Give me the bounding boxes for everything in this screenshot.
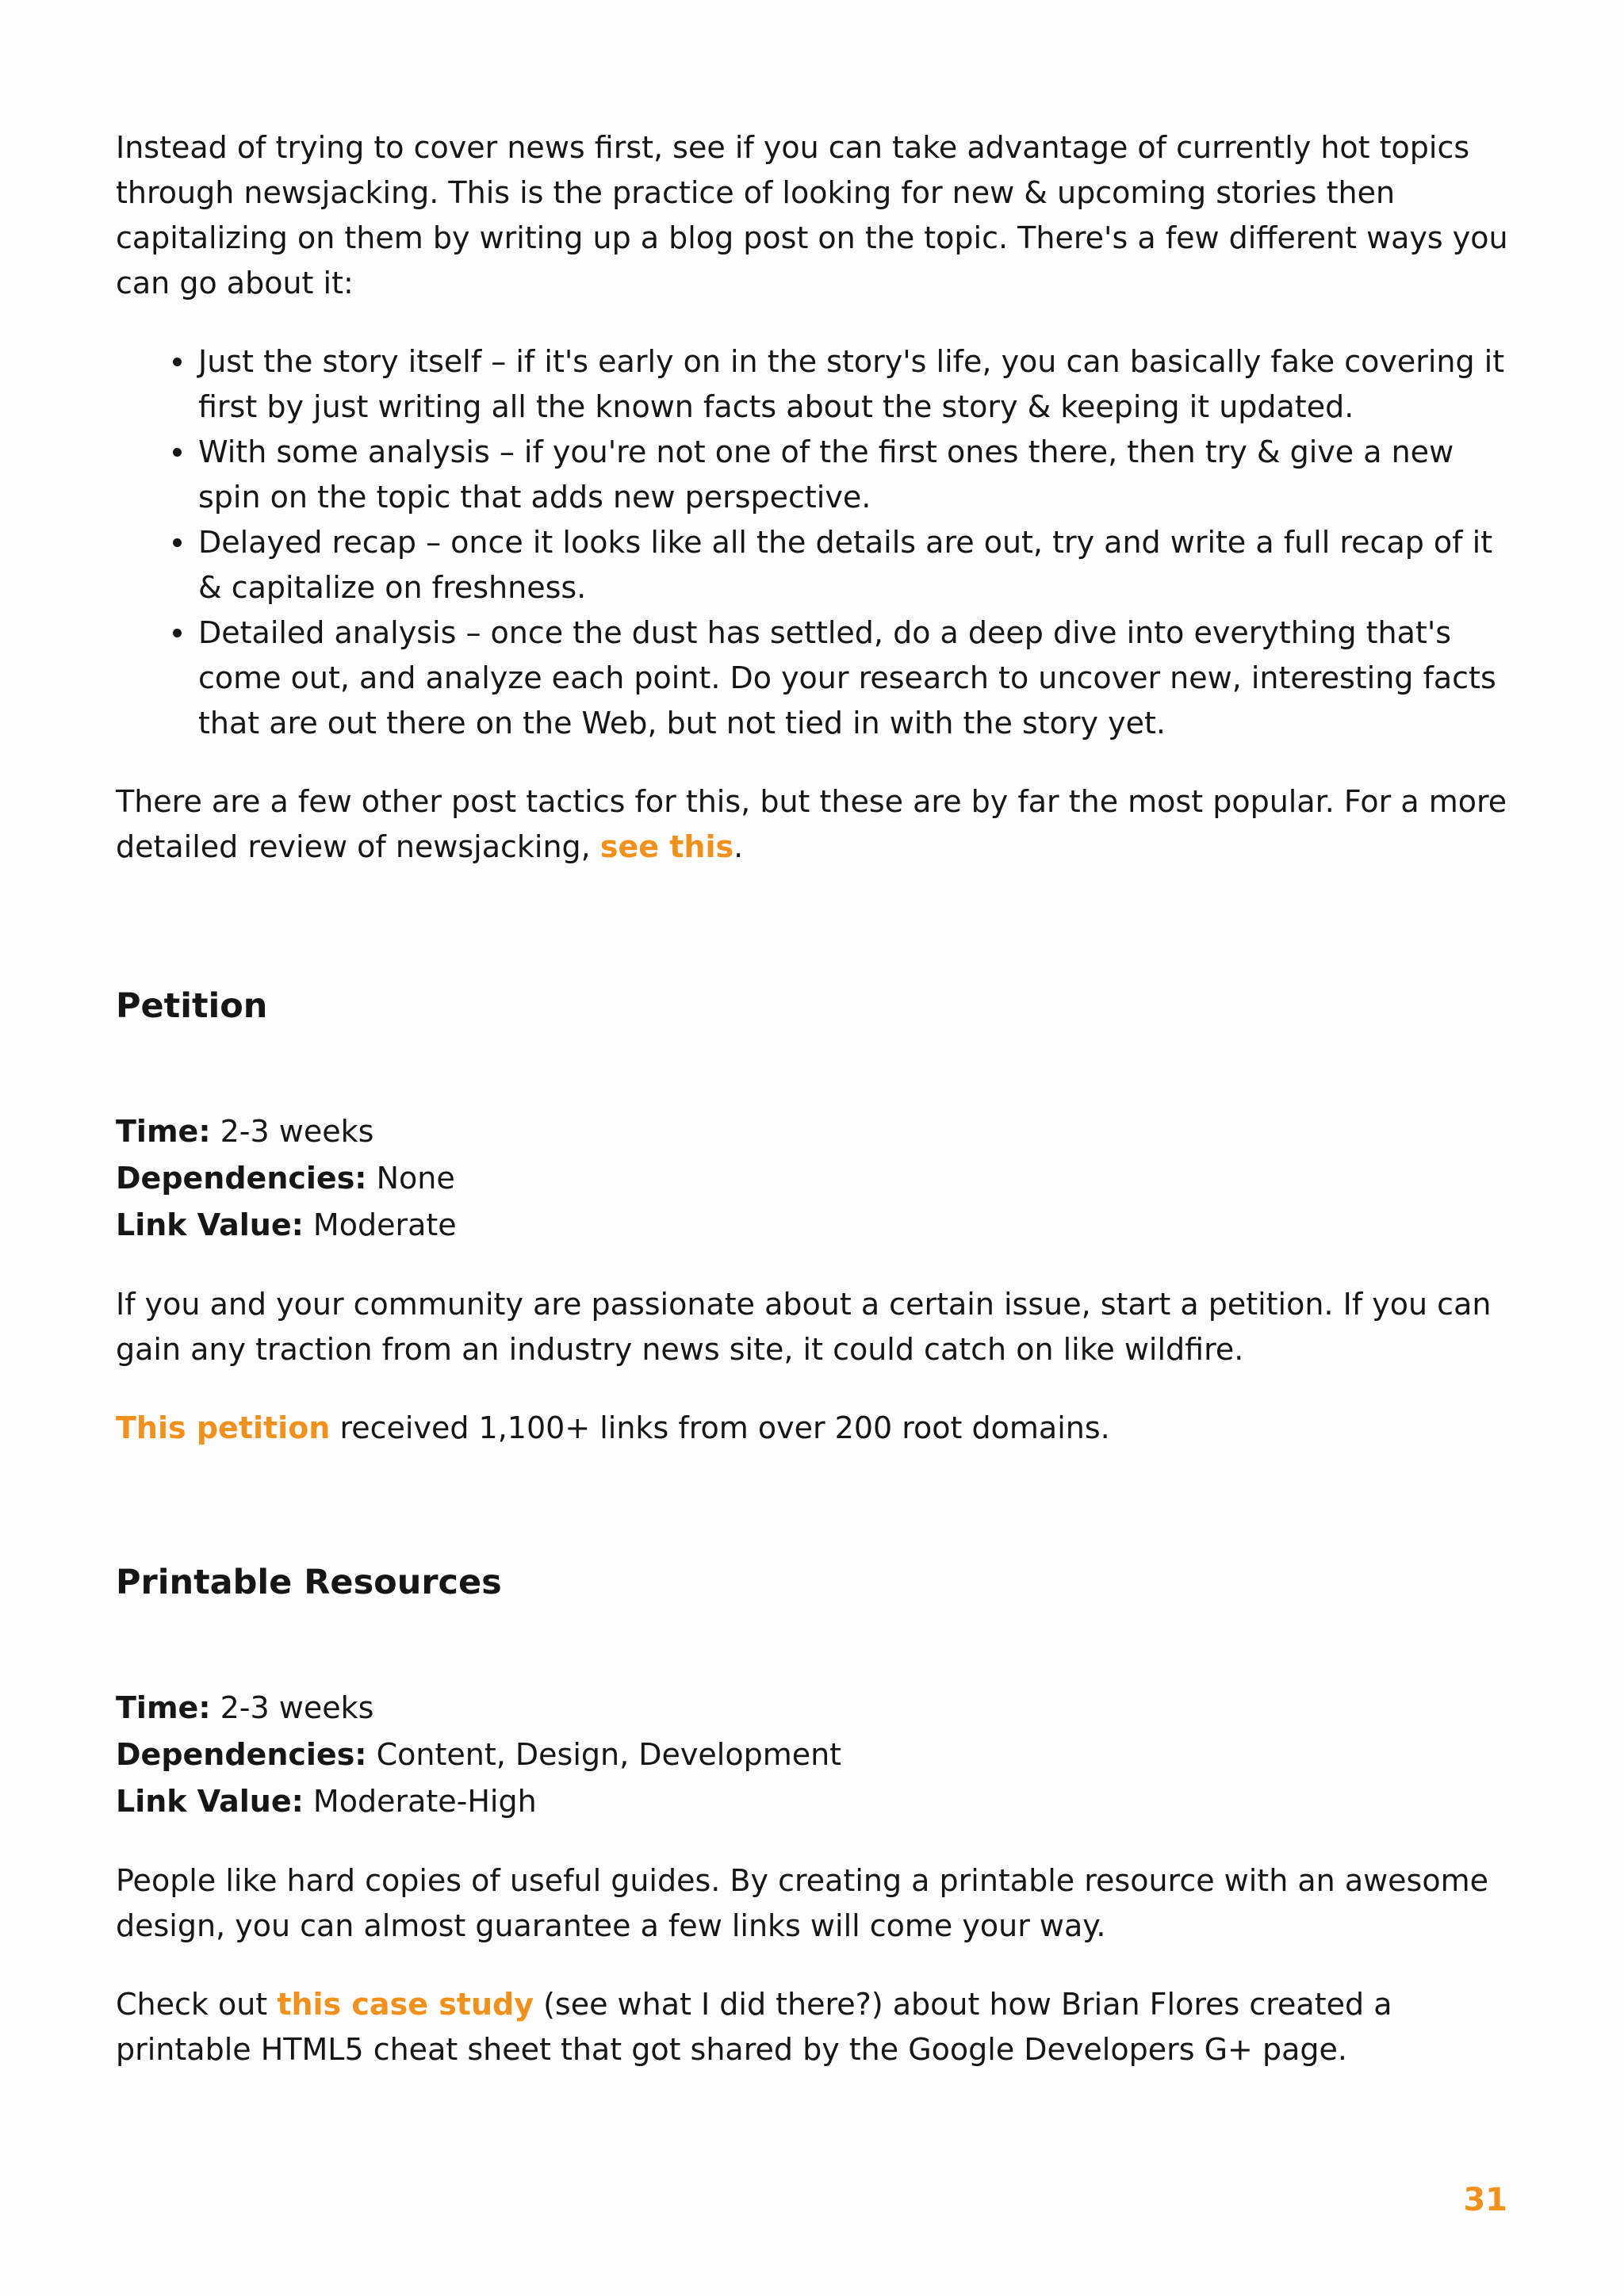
printable-meta <box>116 1685 1511 1825</box>
dependencies-value: Content, Design, Development <box>376 1737 842 1772</box>
time-value: 2-3 weeks <box>220 1114 374 1149</box>
tactics-list <box>116 339 1511 746</box>
printable-example <box>116 1982 1511 2072</box>
this-petition-link[interactable]: This petition <box>116 1410 331 1445</box>
printable-time <box>116 1685 1511 1732</box>
petition-heading: Petition <box>116 986 268 1026</box>
printable-example-text: (see what I did there?) about how Brian Flores created a printable HTML5 cheat sheet that got shared by the Google Developers G+ page. <box>116 1987 1392 2067</box>
petition-example <box>116 1406 1511 1451</box>
printable-link-value <box>116 1778 1511 1825</box>
closing-period: . <box>733 829 744 864</box>
see-this-link[interactable]: see this <box>599 829 734 864</box>
closing-paragraph <box>116 779 1511 870</box>
time-value: 2-3 weeks <box>220 1690 374 1725</box>
printable-heading: Printable Resources <box>116 1563 502 1602</box>
printable-dependencies <box>116 1732 1511 1778</box>
dependencies-label: Dependencies: <box>116 1161 367 1196</box>
page-number: 31 <box>1463 2182 1507 2218</box>
list-item: Delayed recap – once it looks like all the details are out, try and write a full recap of it & capitalize on freshness. <box>198 520 1511 610</box>
petition-example-text: received 1,100+ links from over 200 root domains. <box>339 1410 1110 1445</box>
time-label: Time: <box>116 1690 211 1725</box>
closing-text: There are a few other post tactics for this, but these are by far the most popular. For a more detailed review of newsjacking, <box>116 784 1507 864</box>
this-case-study-link[interactable]: this case study <box>277 1987 534 2022</box>
petition-paragraph: If you and your community are passionate about a certain issue, start a petition. If you can gain any traction from an industry news site, it could catch on like wildfire. <box>116 1287 1492 1367</box>
intro-paragraph: Instead of trying to cover news first, see if you can take advantage of currently hot topics through newsjacking. This is the practice of looking for new & upcoming stories then capitalizing on them by writing up a blog post on the topic. There's a few different ways you can go about it: <box>116 130 1508 300</box>
list-item: With some analysis – if you're not one of the first ones there, then try & give a new spin on the topic that adds new perspective. <box>198 430 1511 520</box>
printable-paragraph: People like hard copies of useful guides. By creating a printable resource with an awesome design, you can almost guarantee a few links will come your way. <box>116 1863 1489 1943</box>
list-item: Detailed analysis – once the dust has settled, do a deep dive into everything that's come out, and analyze each point. Do your research to uncover new, interesting facts that are out there on the Web, but not tied in with the story yet. <box>198 610 1511 746</box>
link-value-value: Moderate-High <box>312 1784 537 1819</box>
dependencies-label: Dependencies: <box>116 1737 367 1772</box>
dependencies-value: None <box>376 1161 455 1196</box>
page-content <box>116 125 1511 2072</box>
petition-meta <box>116 1108 1511 1249</box>
link-value-label: Link Value: <box>116 1784 304 1819</box>
list-item: Just the story itself – if it's early on in the story's life, you can basically fake covering it first by just writing all the known facts about the story & keeping it updated. <box>198 339 1511 430</box>
link-value-value: Moderate <box>312 1207 457 1242</box>
petition-link-value <box>116 1202 1511 1249</box>
time-label: Time: <box>116 1114 211 1149</box>
petition-time <box>116 1108 1511 1155</box>
link-value-label: Link Value: <box>116 1207 304 1242</box>
petition-dependencies <box>116 1155 1511 1202</box>
printable-example-start: Check out <box>116 1987 268 2022</box>
